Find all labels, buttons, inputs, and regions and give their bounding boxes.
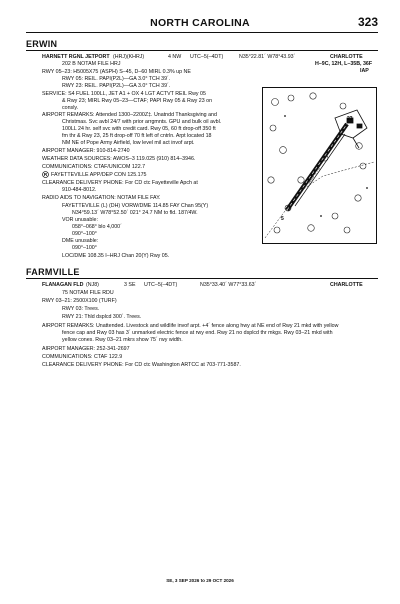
erwin-chart-codes: H–9C, 12H, L–35B, 36F xyxy=(315,61,373,67)
erwin-comm: COMMUNICATIONS: CTAF/UNICOM 122.7 xyxy=(42,164,146,170)
farmville-remarks-2: yellow cones. Rwy 03–21 mkrs show 75´ rwy width. xyxy=(62,337,183,343)
erwin-remarks-1: Christmas. Svc avbl 24/7 with prior arrgmnts. GPU and bulk oil avbl. xyxy=(62,119,222,125)
city-farmville: FARMVILLE xyxy=(26,267,80,277)
page-header xyxy=(0,0,400,34)
obstruction-marks xyxy=(284,115,368,217)
erwin-remarks-2: 100LL 24 hr. self svc with credit card. Rwy 05, 60 ft drop-off 350 ft xyxy=(62,126,216,132)
farmville-elev-line: 75 NOTAM FILE RDU xyxy=(62,290,114,296)
farmville-airport-utc: UTC–5(–4DT) xyxy=(144,282,178,288)
farmville-remarks-1: fence cap and Rwy 03 has 3´ unmarked electric fence at rwy end. Rwy 21 no dsplcd thr mkgs. Rwy 03–21 mkd with xyxy=(62,330,333,336)
erwin-airport-utc: UTC–5(–4DT) xyxy=(190,54,224,60)
erwin-vor-unusable-1: 058°–068° blo 4,000´ xyxy=(72,224,122,230)
header-rule xyxy=(26,32,378,33)
erwin-rwy-line: RWY 05–23: H5005X75 (ASPH) S–45, D–60 MIRL 0.3% up NE xyxy=(42,69,191,75)
erwin-app: FAYETTEVILLE APP/DEP CON 125.175 xyxy=(51,172,147,178)
erwin-airport-name: HARNETT RGNL JETPORT xyxy=(42,54,110,60)
erwin-remarks-3: fm thr & Rwy 23, 25 ft drop-off 70 ft left of cntrln. Arpt located 18 xyxy=(62,133,212,139)
rwy-end-05: 5 xyxy=(281,216,284,222)
erwin-sectional: CHARLOTTE xyxy=(330,54,363,60)
erwin-vor-2: N34°59.13´ W78°52.50´ 021° 24.7 NM to fld. 187/4W. xyxy=(72,210,198,216)
state-title: NORTH CAROLINA xyxy=(150,17,250,29)
erwin-vor-unusable-4: 090°–100° xyxy=(72,245,97,251)
farmville-remarks-0: AIRPORT REMARKS: Unattended. Livestock and wildlife invof arpt. +4´ fence along hwy at NE end of Rwy 21 mkd with yellow xyxy=(42,323,339,329)
city-erwin: ERWIN xyxy=(26,39,58,49)
road-line xyxy=(265,162,374,238)
farmville-airport-loc: 3 SE xyxy=(124,282,136,288)
erwin-vor-unusable-3: DME unusable: xyxy=(62,238,99,244)
erwin-loc: LOC/DME 108.35 I–HRJ Chan 20(Y) Rwy 05. xyxy=(62,253,170,259)
erwin-remarks-0: AIRPORT REMARKS: Attended 1300–2200Z‡. Unatndd Thanksgiving and xyxy=(42,112,217,118)
farmville-airport-name: FLANAGAN FLD xyxy=(42,282,84,288)
airport-diagram-svg xyxy=(263,88,376,243)
farmville-airport-id: (NJ8) xyxy=(86,282,99,288)
erwin-rwy05: RWY 05: REIL. PAPI(P2L)—GA 3.0° TCH 39´. xyxy=(62,76,171,82)
erwin-vor-unusable-0: VOR unusable: xyxy=(62,217,98,223)
city-rule-erwin xyxy=(26,50,378,51)
farmville-rwy03: RWY 03: Trees. xyxy=(62,306,100,312)
farmville-manager: AIRPORT MANAGER: 252-341-2697 xyxy=(42,346,130,352)
runway-dimension-label: 5005 X 75 xyxy=(305,166,321,185)
rwy-end-23: 23 xyxy=(347,116,353,122)
erwin-clearance-2: 910-484-8012. xyxy=(62,187,97,193)
erwin-vor-unusable-2: 090°–100° xyxy=(72,231,97,237)
erwin-rwy23: RWY 23: REIL. PAPI(P2L)—GA 3.0° TCH 39´. xyxy=(62,83,171,89)
erwin-elev-line: 202 B NOTAM FILE HRJ xyxy=(62,61,121,67)
erwin-service: SERVICE: S4 FUEL 100LL, JET A1 + OX 4 LGT ACTVT REIL Rwy 05 xyxy=(42,91,206,97)
effective-dates-footer: SE, 3 SEP 2026 to 29 OCT 2026 xyxy=(166,578,234,583)
erwin-clearance: CLEARANCE DELIVERY PHONE: For CD ctc Fayetteville Apch at xyxy=(42,180,198,186)
erwin-weather: WEATHER DATA SOURCES: AWOS–3 119.025 (910) 814–3946. xyxy=(42,156,196,162)
farmville-comm: COMMUNICATIONS: CTAF 122.9 xyxy=(42,354,123,360)
erwin-service-2: & Rwy 23; MIRL Rwy 05–23—CTAF; PAPI Rwy 05 & Rwy 23 on xyxy=(62,98,213,104)
farmville-rwy-line: RWY 03–21: 2500X100 (TURF) xyxy=(42,298,117,304)
farmville-sectional: CHARLOTTE xyxy=(330,282,363,288)
erwin-service-3: consly. xyxy=(62,105,79,111)
erwin-airport-coords: N35°22.81´ W78°43.93´ xyxy=(239,54,296,60)
airport-diagram xyxy=(262,87,377,244)
svg-text:R: R xyxy=(43,172,48,178)
city-rule-farmville xyxy=(26,278,378,279)
farmville-clearance: CLEARANCE DELIVERY PHONE: For CD ctc Washington ARTCC at 703-771-3587. xyxy=(42,362,241,368)
erwin-radio: RADIO AIDS TO NAVIGATION: NOTAM FILE FAY. xyxy=(42,195,161,201)
erwin-remarks-4: NM NE of Pope Army Airfield, low level mil act invof arpt. xyxy=(62,140,195,146)
erwin-airport-loc: 4 NW xyxy=(168,54,182,60)
tree-symbols xyxy=(268,93,366,233)
page-number: 323 xyxy=(357,15,378,29)
erwin-vor: FAYETTEVILLE (L) (DH) VORW/DME 114.85 FAY Chan 95(Y) xyxy=(62,203,209,209)
farmville-airport-coords: N35°33.40´ W77°33.63´ xyxy=(200,282,257,288)
farmville-rwy21: RWY 21: Thld dsplcd 300´. Trees. xyxy=(62,314,142,320)
erwin-airport-id: (HRJ)(KHRJ) xyxy=(113,54,145,60)
erwin-iap: IAP xyxy=(360,68,369,74)
erwin-manager: AIRPORT MANAGER: 910-814-2740 xyxy=(42,148,130,154)
